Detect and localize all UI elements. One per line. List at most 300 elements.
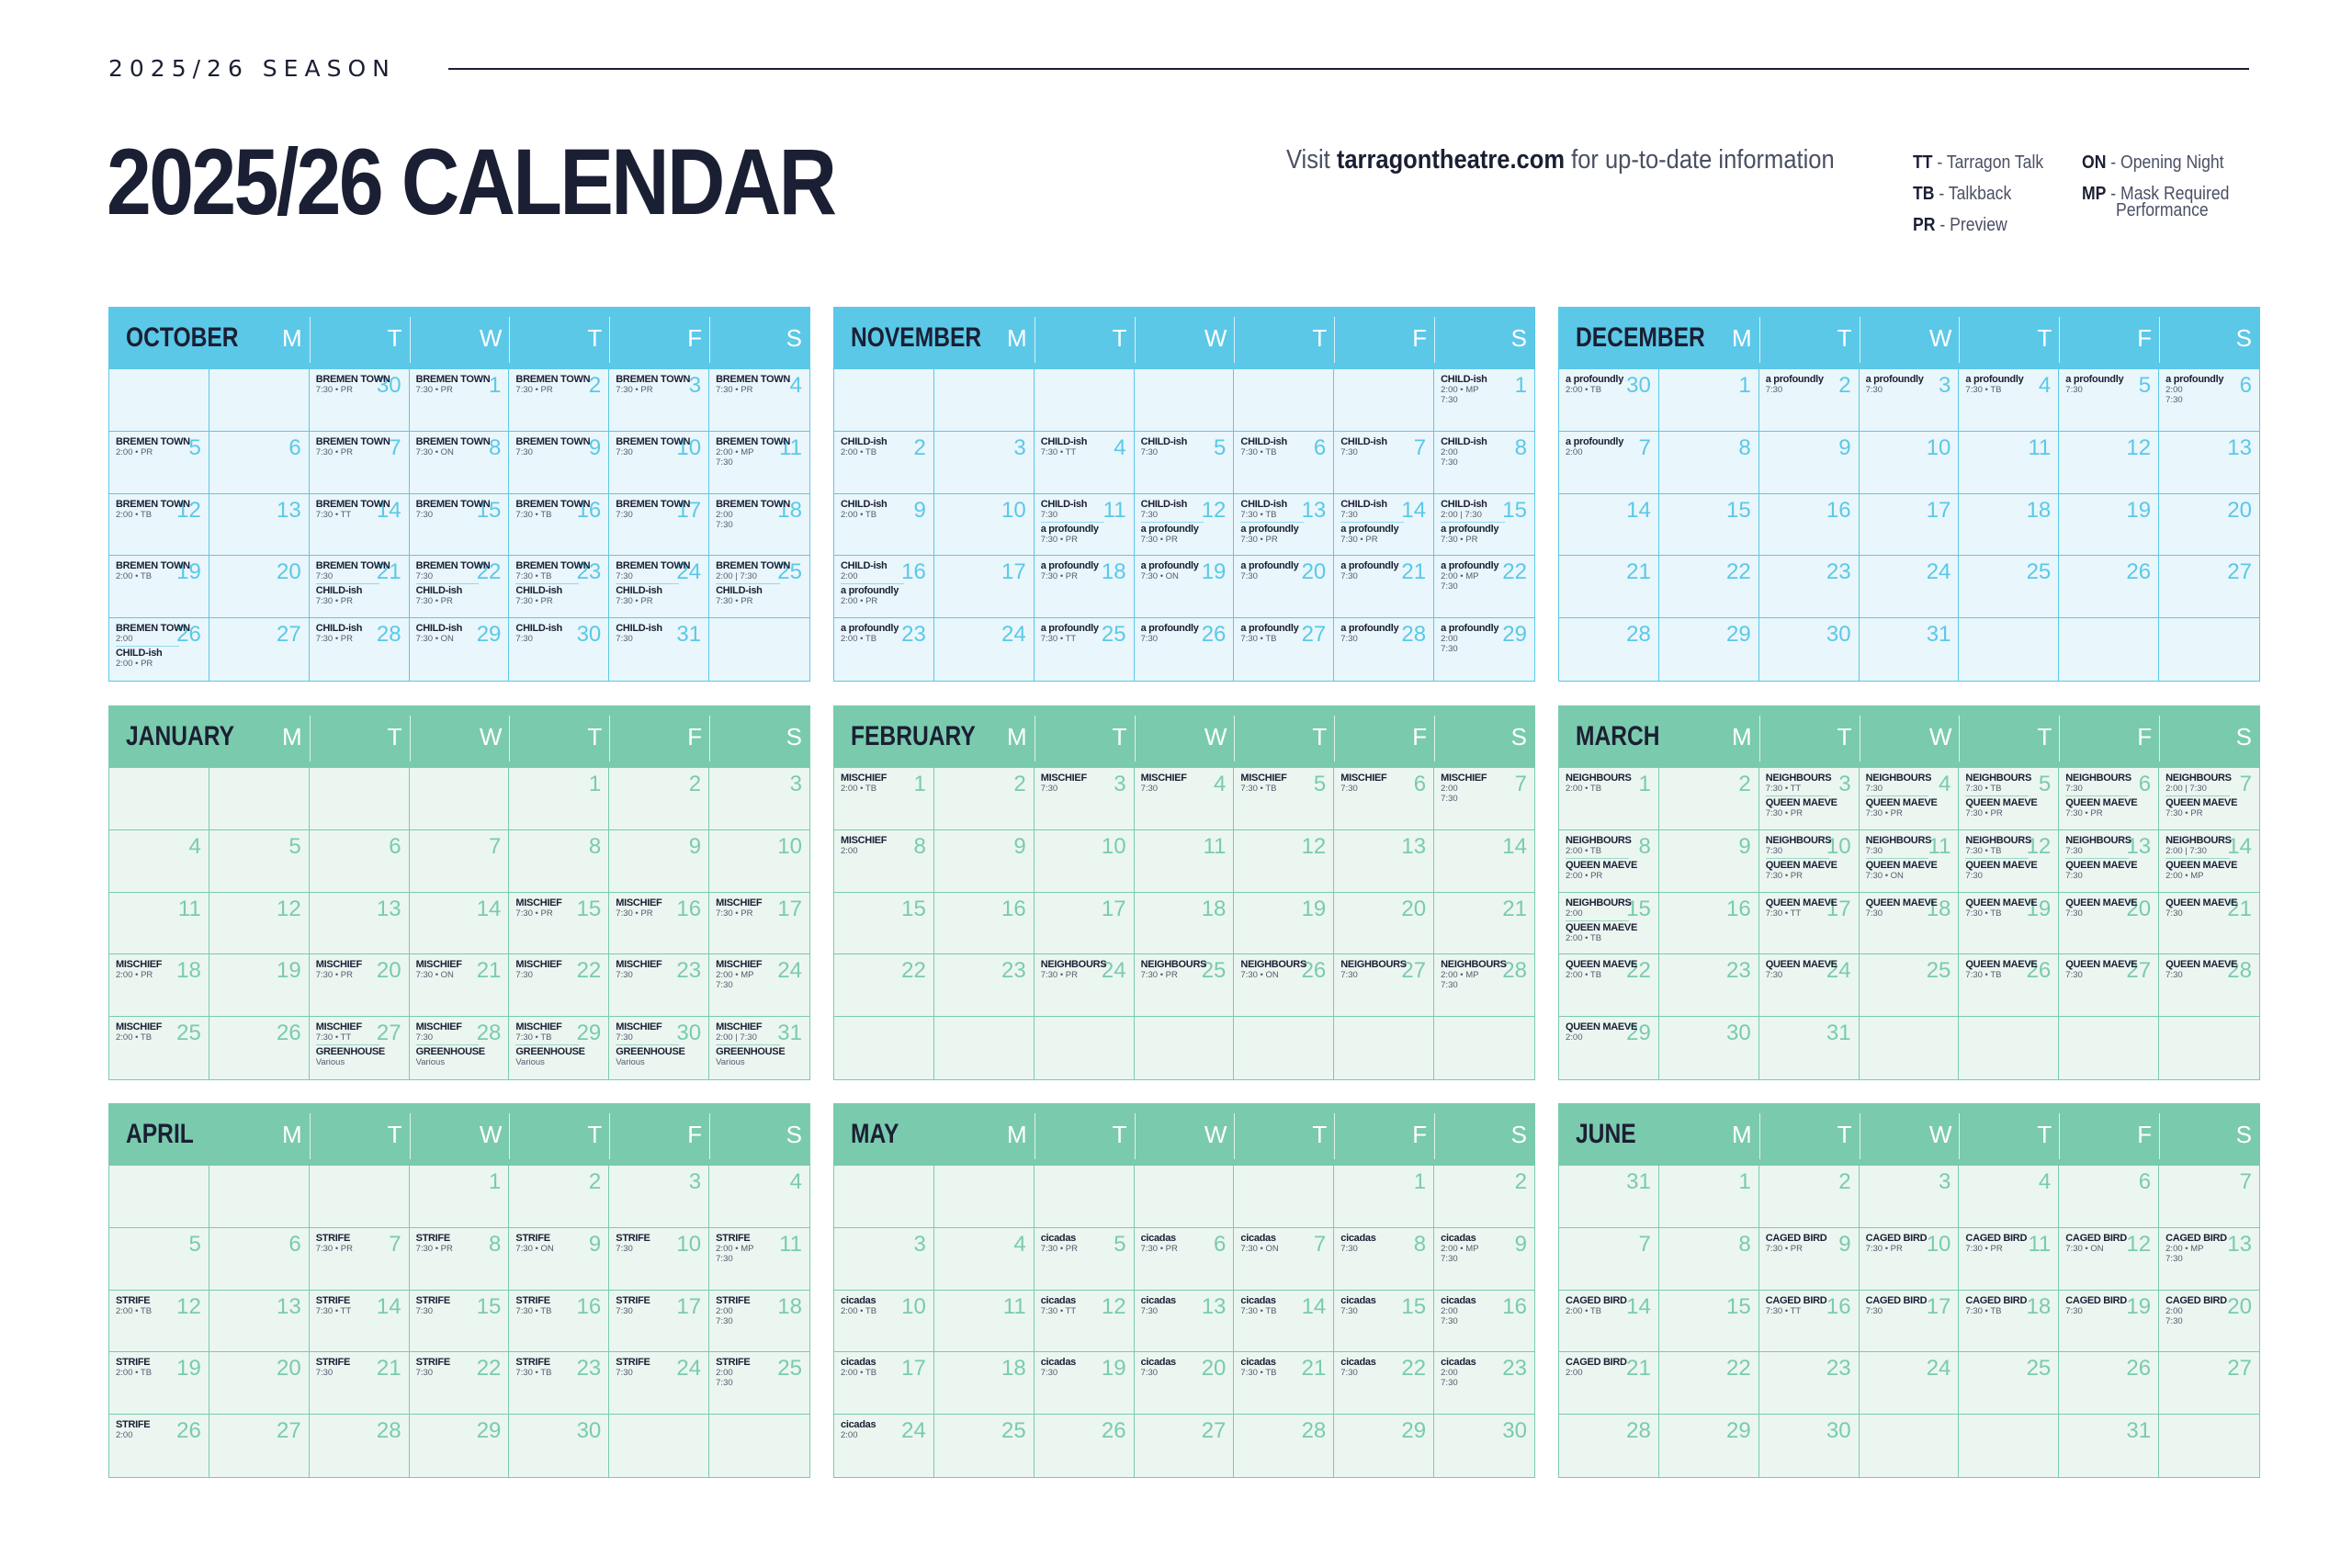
show-event[interactable]	[1965, 959, 2038, 981]
day-cell[interactable]	[1135, 1166, 1235, 1228]
day-cell[interactable]	[1434, 556, 1534, 618]
day-cell[interactable]	[709, 768, 809, 830]
show-event[interactable]	[315, 435, 390, 457]
show-event[interactable]	[515, 1022, 579, 1043]
day-cell[interactable]	[509, 432, 609, 494]
day-cell[interactable]	[1434, 893, 1534, 955]
day-cell[interactable]	[209, 768, 310, 830]
day-cell[interactable]	[1659, 893, 1759, 955]
day-cell[interactable]	[2059, 893, 2159, 955]
day-cell[interactable]	[1035, 1352, 1135, 1415]
day-cell[interactable]	[1659, 1415, 1759, 1477]
day-cell[interactable]	[709, 618, 809, 681]
day-cell[interactable]	[1334, 1017, 1434, 1079]
show-event[interactable]	[315, 498, 390, 520]
day-cell[interactable]	[934, 1415, 1035, 1477]
day-cell[interactable]	[1860, 1017, 1960, 1079]
day-cell[interactable]	[2059, 1291, 2159, 1353]
show-event[interactable]	[841, 437, 904, 457]
day-cell[interactable]	[2059, 494, 2159, 557]
day-cell[interactable]	[1334, 1415, 1434, 1477]
show-event[interactable]	[1141, 1358, 1204, 1378]
show-event[interactable]	[2065, 959, 2138, 981]
day-cell[interactable]	[2159, 768, 2259, 830]
show-event[interactable]	[515, 1044, 585, 1068]
day-cell[interactable]	[1659, 1228, 1759, 1291]
show-event[interactable]	[515, 374, 591, 395]
show-event[interactable]	[841, 1358, 904, 1378]
show-event[interactable]	[716, 1234, 780, 1264]
day-cell[interactable]	[310, 1352, 410, 1415]
day-cell[interactable]	[2159, 1415, 2259, 1477]
day-cell[interactable]	[1234, 768, 1334, 830]
show-event[interactable]	[1865, 795, 1938, 818]
day-cell[interactable]	[109, 556, 209, 618]
show-event[interactable]	[1441, 1296, 1505, 1326]
show-event[interactable]	[1965, 1296, 2029, 1316]
day-cell[interactable]	[834, 830, 934, 893]
day-cell[interactable]	[1334, 1166, 1434, 1228]
day-cell[interactable]	[509, 618, 609, 681]
day-cell[interactable]	[310, 1166, 410, 1228]
show-event[interactable]	[1441, 437, 1505, 468]
day-cell[interactable]	[209, 556, 310, 618]
day-cell[interactable]	[609, 1017, 709, 1079]
day-cell[interactable]	[609, 768, 709, 830]
day-cell[interactable]	[1759, 768, 1860, 830]
day-cell[interactable]	[834, 893, 934, 955]
show-event[interactable]	[515, 1296, 579, 1316]
day-cell[interactable]	[209, 830, 310, 893]
show-event[interactable]	[841, 583, 904, 606]
show-event[interactable]	[1866, 1296, 1929, 1316]
day-cell[interactable]	[1135, 893, 1235, 955]
day-cell[interactable]	[1234, 494, 1334, 557]
day-cell[interactable]	[2159, 830, 2259, 893]
day-cell[interactable]	[1959, 1415, 2059, 1477]
show-event[interactable]	[1965, 858, 2038, 881]
show-event[interactable]	[416, 1296, 480, 1316]
show-event[interactable]	[2165, 773, 2230, 794]
day-cell[interactable]	[209, 893, 310, 955]
show-event[interactable]	[1041, 1358, 1104, 1378]
day-cell[interactable]	[834, 369, 934, 432]
show-event[interactable]	[1441, 1358, 1505, 1388]
show-event[interactable]	[1566, 1358, 1629, 1378]
day-cell[interactable]	[2159, 1352, 2259, 1415]
day-cell[interactable]	[1559, 954, 1659, 1017]
day-cell[interactable]	[1234, 1017, 1334, 1079]
show-event[interactable]	[1240, 522, 1304, 545]
day-cell[interactable]	[310, 1291, 410, 1353]
day-cell[interactable]	[1035, 1228, 1135, 1291]
day-cell[interactable]	[1234, 1415, 1334, 1477]
show-event[interactable]	[1965, 897, 2038, 919]
day-cell[interactable]	[109, 954, 209, 1017]
day-cell[interactable]	[1135, 494, 1235, 557]
day-cell[interactable]	[310, 556, 410, 618]
day-cell[interactable]	[1135, 1291, 1235, 1353]
show-event[interactable]	[1441, 773, 1505, 804]
day-cell[interactable]	[1659, 494, 1759, 557]
show-event[interactable]	[416, 624, 480, 644]
day-cell[interactable]	[2059, 954, 2159, 1017]
show-event[interactable]	[1040, 959, 1107, 981]
show-event[interactable]	[1566, 1296, 1629, 1316]
day-cell[interactable]	[1135, 954, 1235, 1017]
day-cell[interactable]	[1860, 830, 1960, 893]
day-cell[interactable]	[1559, 1352, 1659, 1415]
day-cell[interactable]	[609, 893, 709, 955]
show-event[interactable]	[116, 1022, 179, 1043]
show-event[interactable]	[315, 1044, 385, 1068]
show-event[interactable]	[1441, 561, 1505, 592]
day-cell[interactable]	[709, 1166, 809, 1228]
show-event[interactable]	[1240, 1234, 1304, 1254]
day-cell[interactable]	[1559, 1228, 1659, 1291]
show-event[interactable]	[1866, 1234, 1929, 1254]
day-cell[interactable]	[2159, 1166, 2259, 1228]
day-cell[interactable]	[934, 556, 1035, 618]
day-cell[interactable]	[1659, 1017, 1759, 1079]
day-cell[interactable]	[509, 1017, 609, 1079]
day-cell[interactable]	[509, 954, 609, 1017]
day-cell[interactable]	[1234, 1228, 1334, 1291]
show-event[interactable]	[2065, 795, 2138, 818]
day-cell[interactable]	[934, 1166, 1035, 1228]
show-event[interactable]	[1965, 1234, 2029, 1254]
day-cell[interactable]	[2159, 494, 2259, 557]
day-cell[interactable]	[1959, 556, 2059, 618]
day-cell[interactable]	[1860, 1352, 1960, 1415]
show-event[interactable]	[1041, 773, 1104, 794]
show-event[interactable]	[1240, 960, 1304, 980]
show-event[interactable]	[2165, 375, 2230, 405]
show-event[interactable]	[616, 498, 691, 520]
day-cell[interactable]	[1759, 893, 1860, 955]
show-event[interactable]	[515, 583, 579, 606]
show-event[interactable]	[716, 1296, 780, 1326]
day-cell[interactable]	[410, 1291, 510, 1353]
day-cell[interactable]	[2159, 1291, 2259, 1353]
show-event[interactable]	[1141, 624, 1204, 644]
day-cell[interactable]	[934, 494, 1035, 557]
show-event[interactable]	[1765, 773, 1832, 794]
day-cell[interactable]	[1135, 1017, 1235, 1079]
show-event[interactable]	[2065, 858, 2138, 881]
show-event[interactable]	[1965, 836, 2029, 856]
day-cell[interactable]	[2159, 1017, 2259, 1079]
day-cell[interactable]	[1234, 830, 1334, 893]
show-event[interactable]	[116, 1358, 179, 1378]
show-event[interactable]	[1441, 624, 1505, 654]
show-event[interactable]	[841, 1420, 904, 1440]
day-cell[interactable]	[709, 1415, 809, 1477]
show-event[interactable]	[716, 898, 780, 919]
day-cell[interactable]	[2059, 556, 2159, 618]
day-cell[interactable]	[1434, 1228, 1534, 1291]
show-event[interactable]	[316, 960, 379, 980]
day-cell[interactable]	[1334, 1291, 1434, 1353]
day-cell[interactable]	[2059, 1352, 2159, 1415]
show-event[interactable]	[1340, 624, 1404, 644]
show-event[interactable]	[2165, 1296, 2230, 1326]
day-cell[interactable]	[209, 432, 310, 494]
day-cell[interactable]	[1759, 369, 1860, 432]
show-event[interactable]	[716, 960, 780, 990]
day-cell[interactable]	[1659, 1291, 1759, 1353]
show-event[interactable]	[1566, 1021, 1637, 1043]
day-cell[interactable]	[934, 1291, 1035, 1353]
show-event[interactable]	[515, 498, 591, 520]
day-cell[interactable]	[410, 1228, 510, 1291]
show-event[interactable]	[116, 498, 190, 520]
show-event[interactable]	[1865, 897, 1938, 919]
day-cell[interactable]	[1860, 893, 1960, 955]
day-cell[interactable]	[109, 893, 209, 955]
show-event[interactable]	[716, 1022, 780, 1043]
day-cell[interactable]	[709, 556, 809, 618]
show-event[interactable]	[1865, 834, 1932, 856]
day-cell[interactable]	[1659, 768, 1759, 830]
day-cell[interactable]	[310, 1228, 410, 1291]
day-cell[interactable]	[209, 1228, 310, 1291]
day-cell[interactable]	[209, 369, 310, 432]
day-cell[interactable]	[209, 1415, 310, 1477]
day-cell[interactable]	[2159, 893, 2259, 955]
show-event[interactable]	[316, 1022, 379, 1043]
day-cell[interactable]	[1434, 1017, 1534, 1079]
day-cell[interactable]	[1334, 369, 1434, 432]
show-event[interactable]	[1141, 500, 1204, 520]
show-event[interactable]	[1441, 522, 1505, 545]
day-cell[interactable]	[1860, 369, 1960, 432]
show-event[interactable]	[1566, 858, 1637, 881]
show-event[interactable]	[1441, 1234, 1505, 1264]
show-event[interactable]	[1441, 960, 1505, 990]
day-cell[interactable]	[1234, 556, 1334, 618]
show-event[interactable]	[1340, 561, 1404, 581]
show-event[interactable]	[616, 560, 691, 582]
day-cell[interactable]	[834, 432, 934, 494]
show-event[interactable]	[1866, 375, 1929, 395]
day-cell[interactable]	[1759, 432, 1860, 494]
day-cell[interactable]	[1434, 494, 1534, 557]
show-event[interactable]	[116, 560, 190, 582]
day-cell[interactable]	[1559, 618, 1659, 681]
day-cell[interactable]	[1860, 494, 1960, 557]
day-cell[interactable]	[1234, 618, 1334, 681]
show-event[interactable]	[515, 960, 579, 980]
day-cell[interactable]	[2159, 556, 2259, 618]
day-cell[interactable]	[509, 768, 609, 830]
day-cell[interactable]	[1860, 768, 1960, 830]
day-cell[interactable]	[2159, 954, 2259, 1017]
day-cell[interactable]	[410, 1352, 510, 1415]
day-cell[interactable]	[1434, 618, 1534, 681]
day-cell[interactable]	[1434, 768, 1534, 830]
show-event[interactable]	[1766, 1234, 1829, 1254]
day-cell[interactable]	[509, 1415, 609, 1477]
day-cell[interactable]	[1559, 1291, 1659, 1353]
show-event[interactable]	[415, 1044, 485, 1068]
show-event[interactable]	[1965, 773, 2029, 794]
show-event[interactable]	[616, 374, 691, 395]
day-cell[interactable]	[410, 494, 510, 557]
show-event[interactable]	[616, 898, 679, 919]
show-event[interactable]	[716, 560, 790, 582]
day-cell[interactable]	[1135, 369, 1235, 432]
day-cell[interactable]	[1135, 432, 1235, 494]
day-cell[interactable]	[709, 369, 809, 432]
day-cell[interactable]	[1959, 1352, 2059, 1415]
show-event[interactable]	[1141, 1234, 1204, 1254]
day-cell[interactable]	[1759, 1415, 1860, 1477]
day-cell[interactable]	[1559, 1415, 1659, 1477]
show-event[interactable]	[1766, 1296, 1829, 1316]
show-event[interactable]	[1340, 1358, 1404, 1378]
day-cell[interactable]	[109, 369, 209, 432]
day-cell[interactable]	[834, 618, 934, 681]
show-event[interactable]	[116, 1296, 179, 1316]
day-cell[interactable]	[709, 1228, 809, 1291]
show-event[interactable]	[2065, 375, 2129, 395]
day-cell[interactable]	[310, 768, 410, 830]
day-cell[interactable]	[1234, 369, 1334, 432]
show-event[interactable]	[316, 1234, 379, 1254]
show-event[interactable]	[1441, 500, 1505, 520]
website-link[interactable]: tarragontheatre.com	[1336, 145, 1566, 175]
day-cell[interactable]	[1334, 432, 1434, 494]
day-cell[interactable]	[509, 494, 609, 557]
day-cell[interactable]	[1035, 618, 1135, 681]
show-event[interactable]	[1041, 1234, 1104, 1254]
day-cell[interactable]	[1234, 1352, 1334, 1415]
day-cell[interactable]	[2059, 1017, 2159, 1079]
show-event[interactable]	[1041, 437, 1104, 457]
show-event[interactable]	[316, 624, 379, 644]
day-cell[interactable]	[609, 432, 709, 494]
show-event[interactable]	[1141, 561, 1204, 581]
show-event[interactable]	[1240, 437, 1304, 457]
show-event[interactable]	[841, 773, 904, 794]
day-cell[interactable]	[410, 1166, 510, 1228]
show-event[interactable]	[1766, 375, 1829, 395]
day-cell[interactable]	[709, 494, 809, 557]
day-cell[interactable]	[709, 830, 809, 893]
show-event[interactable]	[515, 435, 591, 457]
show-event[interactable]	[2165, 959, 2238, 981]
day-cell[interactable]	[609, 1228, 709, 1291]
day-cell[interactable]	[2059, 768, 2159, 830]
day-cell[interactable]	[834, 1228, 934, 1291]
show-event[interactable]	[1765, 795, 1838, 818]
day-cell[interactable]	[310, 893, 410, 955]
show-event[interactable]	[1240, 1358, 1304, 1378]
show-event[interactable]	[1765, 834, 1832, 856]
show-event[interactable]	[415, 498, 491, 520]
show-event[interactable]	[416, 1022, 480, 1043]
day-cell[interactable]	[1860, 1166, 1960, 1228]
day-cell[interactable]	[609, 1291, 709, 1353]
show-event[interactable]	[716, 435, 790, 468]
day-cell[interactable]	[2059, 830, 2159, 893]
day-cell[interactable]	[1959, 1291, 2059, 1353]
day-cell[interactable]	[1234, 432, 1334, 494]
day-cell[interactable]	[1035, 1291, 1135, 1353]
day-cell[interactable]	[310, 1017, 410, 1079]
day-cell[interactable]	[1860, 618, 1960, 681]
day-cell[interactable]	[2159, 432, 2259, 494]
day-cell[interactable]	[410, 369, 510, 432]
day-cell[interactable]	[209, 954, 310, 1017]
show-event[interactable]	[1240, 500, 1304, 520]
day-cell[interactable]	[1135, 768, 1235, 830]
day-cell[interactable]	[609, 954, 709, 1017]
day-cell[interactable]	[834, 1352, 934, 1415]
day-cell[interactable]	[410, 1415, 510, 1477]
show-event[interactable]	[1340, 522, 1404, 545]
day-cell[interactable]	[209, 1166, 310, 1228]
show-event[interactable]	[2165, 897, 2238, 919]
day-cell[interactable]	[310, 618, 410, 681]
day-cell[interactable]	[1334, 893, 1434, 955]
day-cell[interactable]	[934, 893, 1035, 955]
show-event[interactable]	[316, 583, 379, 606]
day-cell[interactable]	[109, 1352, 209, 1415]
show-event[interactable]	[1041, 500, 1104, 520]
day-cell[interactable]	[2059, 1166, 2159, 1228]
day-cell[interactable]	[1659, 1352, 1759, 1415]
show-event[interactable]	[1141, 437, 1204, 457]
show-event[interactable]	[841, 836, 904, 856]
show-event[interactable]	[1965, 375, 2029, 395]
day-cell[interactable]	[1659, 830, 1759, 893]
day-cell[interactable]	[410, 768, 510, 830]
day-cell[interactable]	[509, 1352, 609, 1415]
show-event[interactable]	[116, 960, 179, 980]
day-cell[interactable]	[1035, 1415, 1135, 1477]
show-event[interactable]	[716, 1044, 786, 1068]
show-event[interactable]	[2165, 1234, 2230, 1264]
day-cell[interactable]	[1234, 893, 1334, 955]
show-event[interactable]	[841, 561, 904, 581]
day-cell[interactable]	[410, 954, 510, 1017]
day-cell[interactable]	[1334, 556, 1434, 618]
day-cell[interactable]	[410, 556, 510, 618]
day-cell[interactable]	[209, 1291, 310, 1353]
day-cell[interactable]	[709, 954, 809, 1017]
day-cell[interactable]	[1759, 954, 1860, 1017]
show-event[interactable]	[415, 374, 491, 395]
day-cell[interactable]	[1434, 1415, 1534, 1477]
day-cell[interactable]	[1135, 830, 1235, 893]
show-event[interactable]	[1765, 858, 1838, 881]
day-cell[interactable]	[1135, 1415, 1235, 1477]
day-cell[interactable]	[509, 369, 609, 432]
day-cell[interactable]	[1135, 556, 1235, 618]
show-event[interactable]	[1566, 959, 1637, 981]
show-event[interactable]	[2065, 834, 2132, 856]
show-event[interactable]	[1041, 522, 1104, 545]
show-event[interactable]	[2165, 795, 2238, 818]
day-cell[interactable]	[609, 1352, 709, 1415]
day-cell[interactable]	[1959, 830, 2059, 893]
show-event[interactable]	[1240, 561, 1304, 581]
day-cell[interactable]	[509, 893, 609, 955]
day-cell[interactable]	[1759, 1166, 1860, 1228]
day-cell[interactable]	[834, 494, 934, 557]
